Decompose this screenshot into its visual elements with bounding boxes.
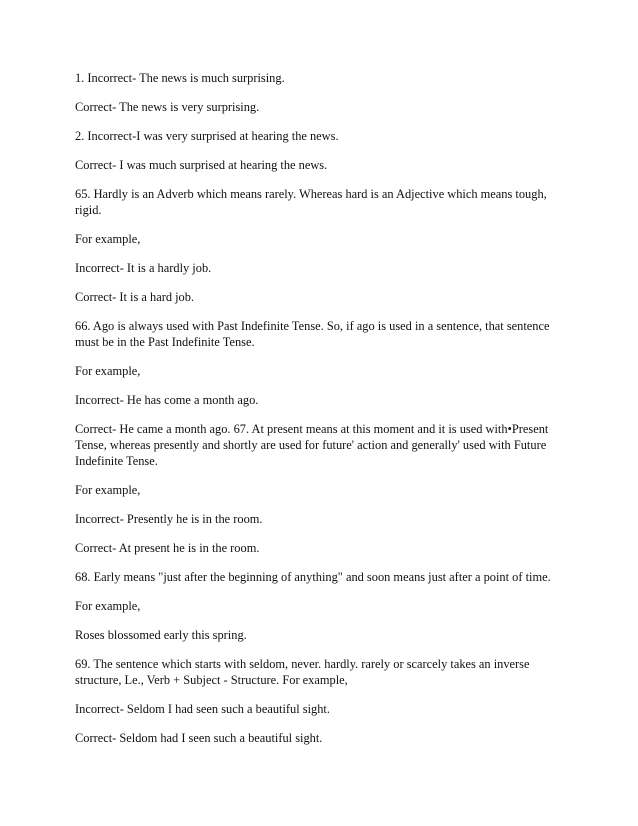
- paragraph-5: 65. Hardly is an Adverb which means rarely. Whereas hard is an Adjective which means tough, rigid.: [75, 187, 547, 217]
- paragraph-17: For example,: [75, 599, 141, 613]
- paragraph-12: Correct- He came a month ago. 67. At present means at this moment and it is used with•Present Tense, whereas presently and shortly are used for future' action and generally' used with Future Indefinite Tense.: [75, 422, 549, 468]
- paragraph-6: For example,: [75, 232, 141, 246]
- paragraph-20: Incorrect- Seldom I had seen such a beautiful sight.: [75, 702, 330, 716]
- paragraph-4: Correct- I was much surprised at hearing the news.: [75, 158, 328, 172]
- paragraph-1: 1. Incorrect- The news is much surprising.: [75, 71, 285, 85]
- paragraph-19: 69. The sentence which starts with seldom, never. hardly. rarely or scarcely takes an inverse structure, Le., Verb + Subject - Structure. For example,: [75, 657, 530, 687]
- paragraph-15: Correct- At present he is in the room.: [75, 541, 260, 555]
- paragraph-10: For example,: [75, 364, 141, 378]
- document-body: [75, 70, 565, 759]
- paragraph-21: Correct- Seldom had I seen such a beautiful sight.: [75, 731, 323, 745]
- paragraph-16: 68. Early means "just after the beginning of anything" and soon means just after a point of time.: [75, 570, 551, 584]
- paragraph-18: Roses blossomed early this spring.: [75, 628, 247, 642]
- paragraph-2: Correct- The news is very surprising.: [75, 100, 260, 114]
- paragraph-8: Correct- It is a hard job.: [75, 290, 195, 304]
- paragraph-14: Incorrect- Presently he is in the room.: [75, 512, 263, 526]
- paragraph-11: Incorrect- He has come a month ago.: [75, 393, 259, 407]
- paragraph-9: 66. Ago is always used with Past Indefinite Tense. So, if ago is used in a sentence, that sentence must be in the Past Indefinite Tense.: [75, 319, 550, 349]
- paragraph-3: 2. Incorrect-I was very surprised at hearing the news.: [75, 129, 339, 143]
- paragraph-13: For example,: [75, 483, 141, 497]
- paragraph-7: Incorrect- It is a hardly job.: [75, 261, 212, 275]
